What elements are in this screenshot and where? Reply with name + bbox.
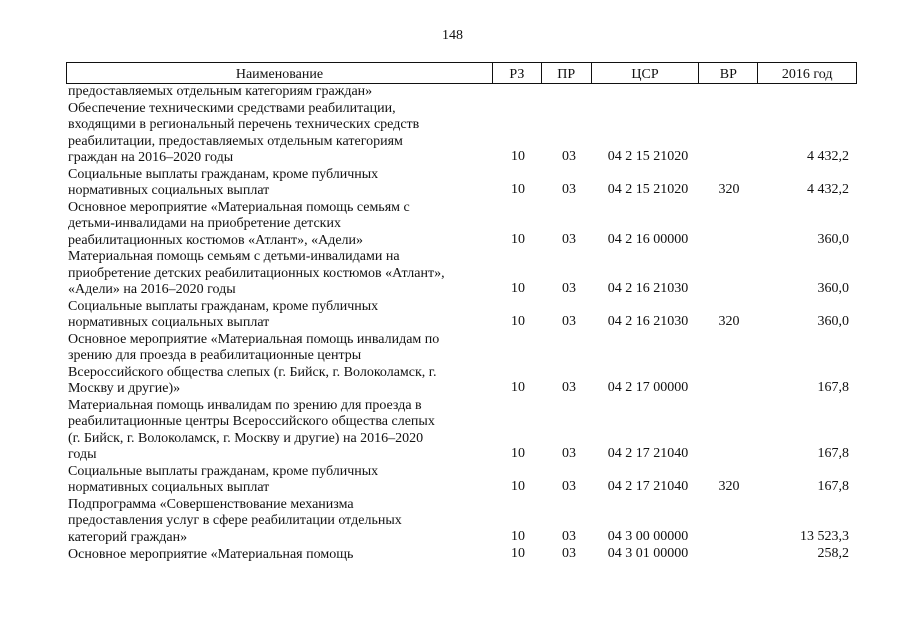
row-sum: 167,8: [817, 446, 849, 461]
row-sum: 167,8: [817, 479, 849, 494]
row-csr: 04 3 00 00000: [607, 528, 689, 544]
row-rz: 10: [511, 479, 525, 494]
row-vr: [706, 563, 752, 564]
row-name-line: Обеспечение техническими средствами реабилитации,: [68, 100, 396, 116]
row-name-line: предоставления услуг в сфере реабилитации отдельных: [68, 513, 402, 528]
row-name-line: Основное мероприятие «Материальная помощь семьям с: [68, 199, 410, 215]
row-sum: 360,0: [817, 314, 849, 329]
row-name: [68, 464, 488, 497]
row-sum: 167,8: [817, 380, 849, 395]
header-csr: ЦСР: [591, 63, 699, 83]
row-name-line: Социальные выплаты гражданам, кроме публичных: [68, 166, 379, 182]
row-name-line: Москву и другие)»: [68, 381, 181, 396]
row-name-line: приобретение детских реабилитационных костюмов «Атлант»,: [68, 265, 445, 281]
row-sum: 360,0: [817, 231, 849, 247]
header-vr: ВР: [698, 63, 757, 83]
row-vr: 320: [718, 182, 740, 197]
row-name: [68, 249, 488, 299]
row-rz: 10: [511, 380, 525, 395]
row-rz: 10: [511, 528, 525, 544]
page-number: 148: [442, 28, 463, 43]
table-row: [0, 101, 905, 167]
row-name: [68, 299, 488, 332]
row-pr: 03: [562, 281, 576, 296]
row-name: [68, 398, 488, 464]
row-pr: 03: [562, 380, 576, 395]
row-rz: 10: [511, 231, 525, 247]
table-row: [0, 84, 905, 101]
row-name: [68, 167, 488, 200]
row-rz: 10: [511, 281, 525, 296]
row-rz: 10: [511, 182, 525, 197]
row-name-line: детьми-инвалидами на приобретение детских: [68, 216, 341, 231]
row-name-line: предоставляемых отдельным категориям граждан»: [68, 84, 373, 99]
row-name-line: (г. Бийск, г. Волоколамск, г. Москву и другие) на 2016–2020: [68, 430, 424, 446]
row-pr: 03: [562, 149, 576, 164]
row-csr: 04 2 17 21040: [607, 446, 689, 461]
row-pr: 03: [562, 231, 576, 247]
row-name-line: реабилитации, предоставляемых отдельным категориям: [68, 133, 403, 149]
row-csr: 04 2 15 21020: [607, 149, 689, 164]
header-rz: РЗ: [492, 63, 541, 83]
row-csr: [590, 100, 706, 101]
header-name: Наименование: [235, 66, 324, 82]
row-vr: [706, 166, 752, 167]
row-rz: 10: [511, 314, 525, 329]
row-vr: [706, 298, 752, 299]
row-name-line: Основное мероприятие «Материальная помощь инвалидам по: [68, 331, 440, 347]
row-pr: 03: [562, 182, 576, 197]
row-pr: 03: [562, 446, 576, 461]
row-csr: 04 2 17 21040: [607, 479, 689, 494]
row-rz: 10: [511, 446, 525, 461]
row-pr: [548, 100, 590, 101]
table-row: [0, 249, 905, 299]
row-name-line: Основное мероприятие «Материальная помощь: [68, 547, 354, 562]
row-name: [68, 84, 488, 101]
row-name-line: Социальные выплаты гражданам, кроме публичных: [68, 463, 379, 479]
row-name-line: категорий граждан»: [68, 529, 188, 545]
row-csr: 04 2 16 00000: [607, 231, 689, 247]
table-row: [0, 167, 905, 200]
row-pr: 03: [562, 528, 576, 544]
row-rz: 10: [511, 149, 525, 164]
row-rz: 10: [511, 546, 525, 561]
row-name-line: реабилитационных костюмов «Атлант», «Адели»: [68, 232, 364, 248]
row-name: [68, 101, 488, 167]
row-name: [68, 497, 488, 547]
row-pr: 03: [562, 546, 576, 561]
row-name-line: Материальная помощь семьям с детьми-инвалидами на: [68, 249, 400, 264]
row-pr: 03: [562, 479, 576, 494]
row-name-line: зрению для проезда в реабилитационные центры: [68, 348, 362, 363]
row-vr: [706, 100, 752, 101]
row-sum: 360,0: [817, 281, 849, 296]
row-csr: 04 2 17 00000: [607, 380, 689, 395]
row-name: [68, 332, 488, 398]
row-name-line: нормативных социальных выплат: [68, 315, 270, 330]
row-pr: 03: [562, 314, 576, 329]
row-vr: [706, 397, 752, 398]
table-header: [66, 62, 857, 84]
row-name: [68, 200, 488, 250]
row-vr: 320: [718, 314, 740, 329]
row-name-line: входящими в региональный перечень технических средств: [68, 117, 420, 132]
row-name-line: «Адели» на 2016–2020 годы: [68, 282, 236, 297]
row-name-line: Всероссийского общества слепых (г. Бийск, г. Волоколамск, г.: [68, 364, 437, 380]
header-pr: ПР: [541, 63, 591, 83]
header-year: 2016 год: [757, 63, 856, 83]
row-name: [68, 547, 488, 564]
row-name-line: нормативных социальных выплат: [68, 183, 270, 198]
row-csr: 04 2 16 21030: [607, 314, 689, 329]
row-csr: 04 2 15 21020: [607, 182, 689, 197]
row-sum: 4 432,2: [807, 182, 849, 197]
row-vr: [706, 248, 752, 249]
row-name-line: Подпрограмма «Совершенствование механизма: [68, 496, 354, 512]
row-sum: 13 523,3: [800, 528, 849, 544]
row-name-line: граждан на 2016–2020 годы: [68, 150, 234, 165]
row-sum: 4 432,2: [807, 149, 849, 164]
row-name-line: годы: [68, 447, 97, 462]
row-sum: 258,2: [817, 546, 849, 561]
row-name-line: нормативных социальных выплат: [68, 480, 270, 495]
row-vr: 320: [718, 479, 740, 494]
row-csr: 04 2 16 21030: [607, 281, 689, 296]
table-row: [0, 546, 905, 564]
table-row: [0, 200, 905, 250]
table-row: [0, 398, 905, 464]
row-name-line: реабилитационные центры Всероссийского общества слепых: [68, 414, 435, 429]
row-vr: [706, 545, 752, 546]
row-sum: [752, 100, 849, 101]
row-vr: [706, 463, 752, 464]
table-row: [0, 299, 905, 332]
row-rz: [488, 100, 548, 101]
table-row: [0, 497, 905, 547]
table-row: [0, 464, 905, 497]
row-name-line: Материальная помощь инвалидам по зрению для проезда в: [68, 397, 422, 413]
table-body: [0, 84, 905, 564]
row-csr: 04 3 01 00000: [607, 546, 689, 561]
row-name-line: Социальные выплаты гражданам, кроме публичных: [68, 298, 379, 314]
table-row: [0, 332, 905, 398]
